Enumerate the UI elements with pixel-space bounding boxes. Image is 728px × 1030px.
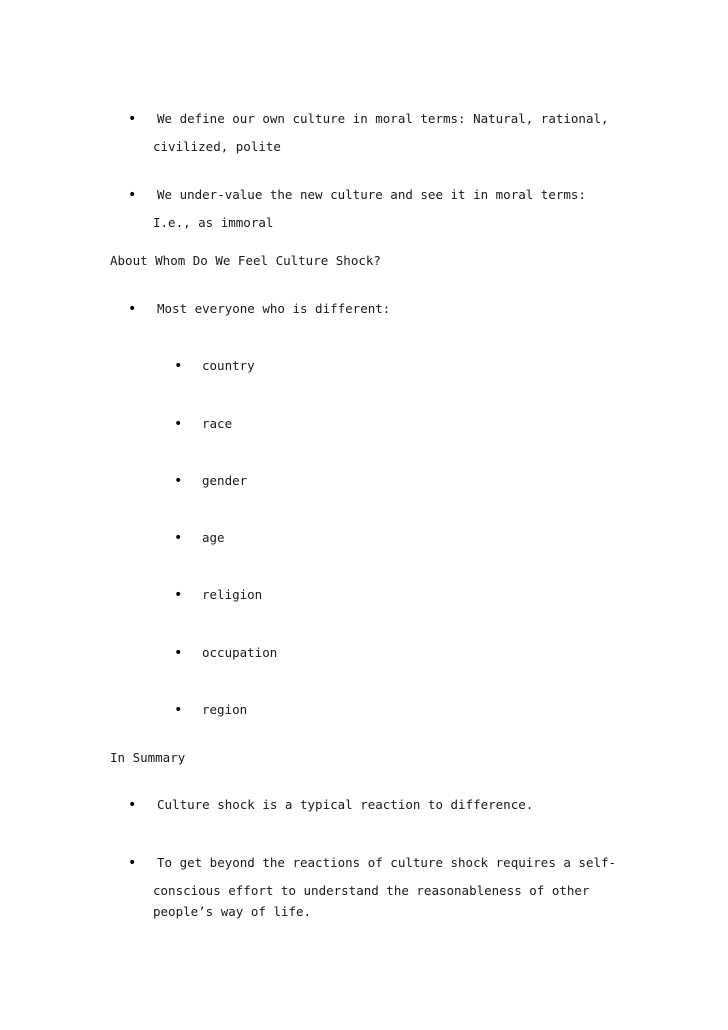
list-item-text: civilized, polite bbox=[153, 139, 281, 154]
list-item-text: conscious effort to understand the reasonableness of other bbox=[153, 883, 590, 898]
sub-list-item: religion bbox=[202, 587, 263, 602]
sub-list-item: occupation bbox=[202, 645, 278, 660]
bullet-icon: • bbox=[128, 111, 137, 127]
list-item-text: We define our own culture in moral terms: Natural, rational, bbox=[157, 111, 609, 126]
bullet-icon: • bbox=[174, 530, 183, 546]
list-item-text: We under-value the new culture and see it in moral terms: bbox=[157, 187, 586, 202]
sub-list-item: gender bbox=[202, 473, 248, 488]
bullet-icon: • bbox=[174, 473, 183, 489]
bullet-icon: • bbox=[174, 645, 183, 661]
list-item-text: people’s way of life. bbox=[153, 904, 312, 919]
sub-list-item: country bbox=[202, 358, 255, 373]
list-item-text: To get beyond the reactions of culture shock requires a self- bbox=[157, 855, 617, 870]
bullet-icon: • bbox=[174, 587, 183, 603]
bullet-icon: • bbox=[174, 416, 183, 432]
section-heading: In Summary bbox=[110, 750, 186, 765]
section-heading: About Whom Do We Feel Culture Shock? bbox=[110, 253, 381, 268]
list-item-text: Culture shock is a typical reaction to difference. bbox=[157, 797, 534, 812]
sub-list-item: region bbox=[202, 702, 248, 717]
bullet-icon: • bbox=[128, 855, 137, 871]
bullet-icon: • bbox=[128, 187, 137, 203]
bullet-icon: • bbox=[174, 358, 183, 374]
list-item-text: Most everyone who is different: bbox=[157, 301, 391, 316]
sub-list-item: age bbox=[202, 530, 225, 545]
bullet-icon: • bbox=[128, 797, 137, 813]
sub-list-item: race bbox=[202, 416, 233, 431]
list-item-text: I.e., as immoral bbox=[153, 215, 274, 230]
bullet-icon: • bbox=[174, 702, 183, 718]
bullet-icon: • bbox=[128, 301, 137, 317]
